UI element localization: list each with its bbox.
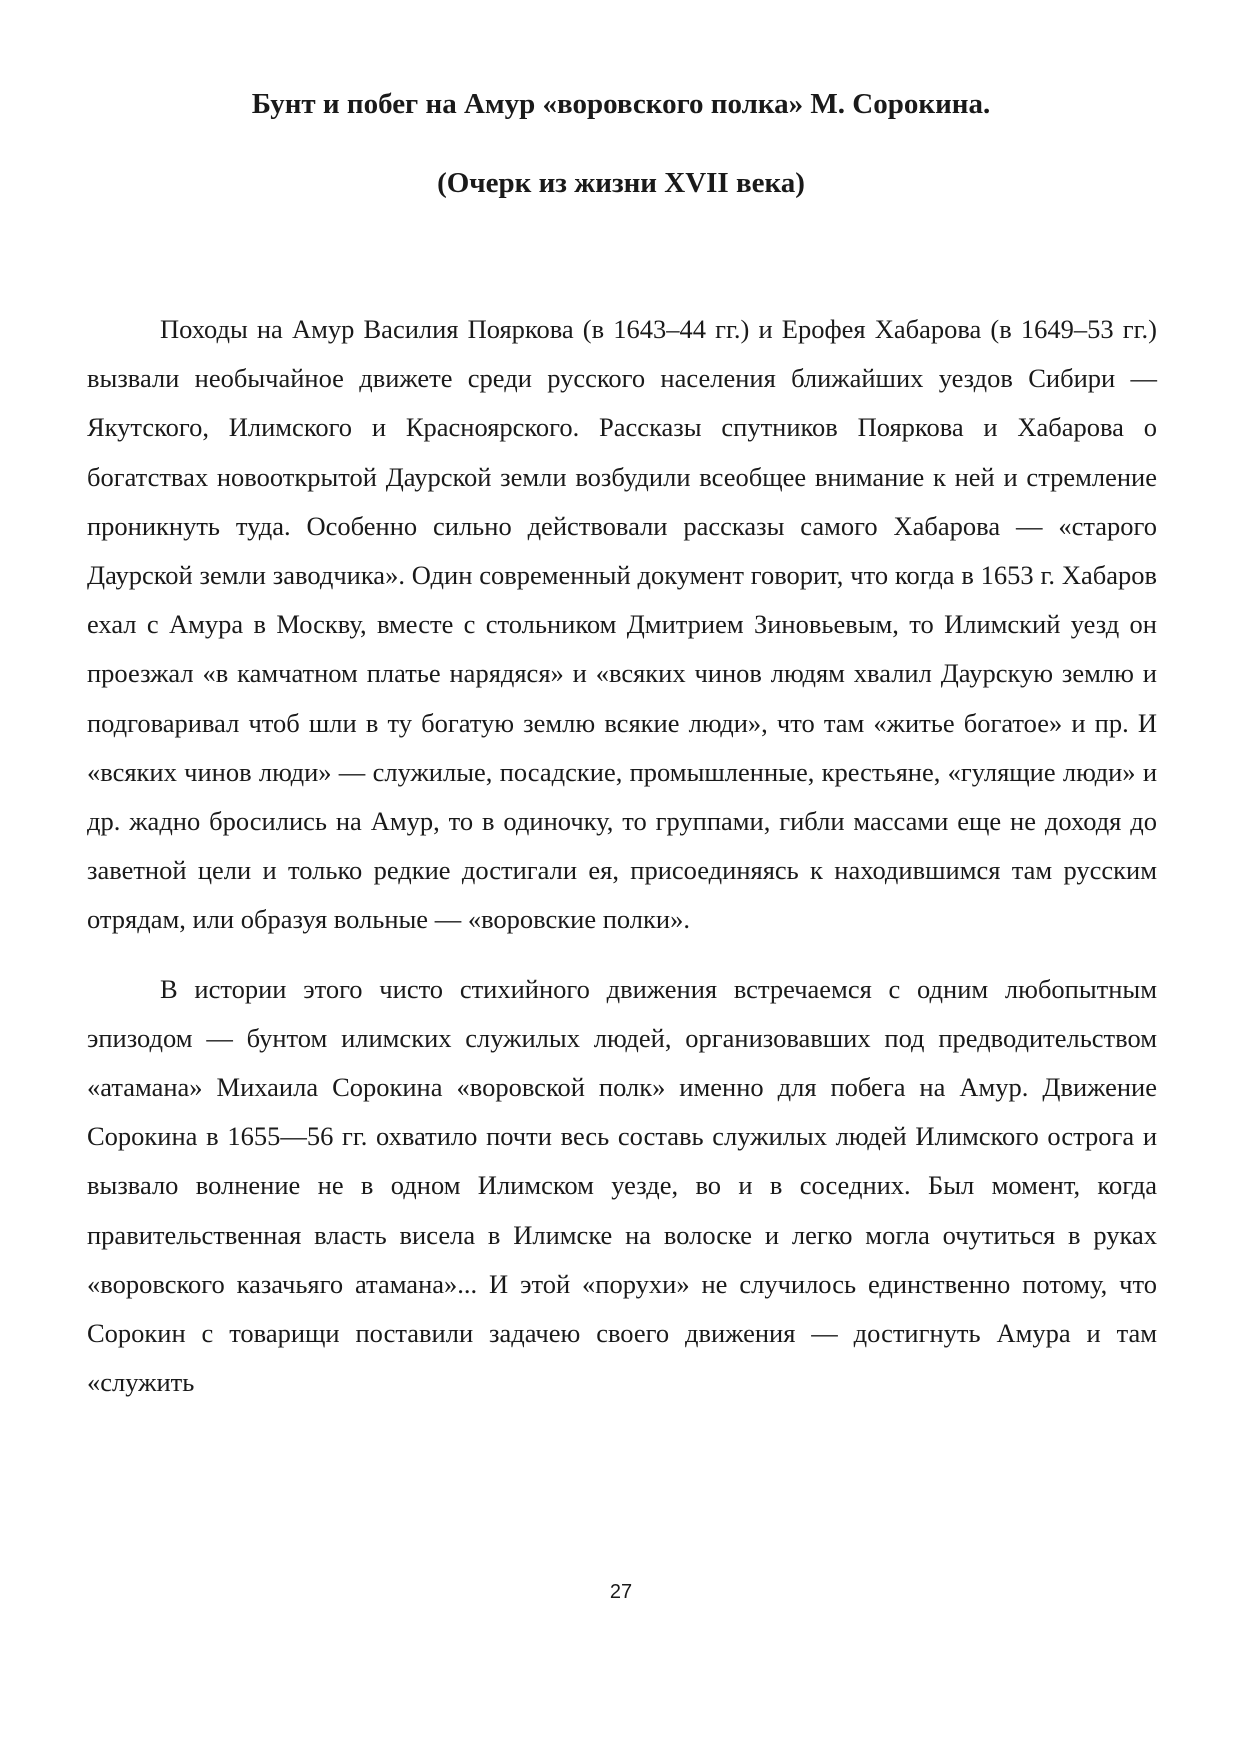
document-title: Бунт и побег на Амур «воровского полка» М. Сорокина. — [251, 88, 991, 120]
page-number: 27 — [609, 1581, 633, 1603]
paragraph-1: Походы на Амур Василия Пояркова (в 1643–44 гг.) и Ерофея Хабарова (в 1649–53 гг.) вызвали необычайное движете среди русского населения ближайших уездов Сибири — Якутского, Илимского и Красноярского. Рассказы спутников Пояркова и Хабарова о богатствах новооткрытой Даурской земли возбудили всеобщее внимание к ней и стремление проникнуть туда. Особенно сильно действовали рассказы самого Хабарова — «старого Даурской земли заводчика». Один современный документ говорит, что когда в 1653 г. Хабаров ехал с Амура в Москву, вместе с стольником Дмитрием Зиновьевым, то Илимский уезд он проезжал «в камчатном платье нарядяся» и «всяких чинов людям хвалил Даурскую землю и подговаривал чтоб шли в ту богатую землю всякие люди», что там «житье богатое» и пр. И «всяких чинов люди» — служилые, посадские, промышленные, крестьяне, «гулящие люди» и др. жадно бросились на Амур, то в одиночку, то группами, гибли массами еще не доходя до заветной цели и только редкие достигали ея, присоединяясь к находившимся там русским отрядам, или образуя вольные — «воровские полки». — [87, 314, 1157, 935]
document-subtitle: (Очерк из жизни XVII века) — [437, 167, 805, 199]
paragraph-2: В истории этого чисто стихийного движения встречаемся с одним любопытным эпизодом — бунтом илимских служилых людей, организовавших под предводительством «атамана» Михаила Сорокина «воровской полк» именно для побега на Амур. Движение Сорокина в 1655—56 гг. охватило почти весь составь служилых людей Илимского острога и вызвало волнение не в одном Илимском уезде, во и в соседних. Был момент, когда правительственная власть висела в Илимске на волоске и легко могла очутиться в руках «воровского казачьяго атамана»... И этой «порухи» не случилось единственно потому, что Сорокин с товарищи поставили задачею своего движения — достигнуть Амура и там «служить — [87, 973, 1157, 1398]
document-body — [87, 305, 1157, 1427]
